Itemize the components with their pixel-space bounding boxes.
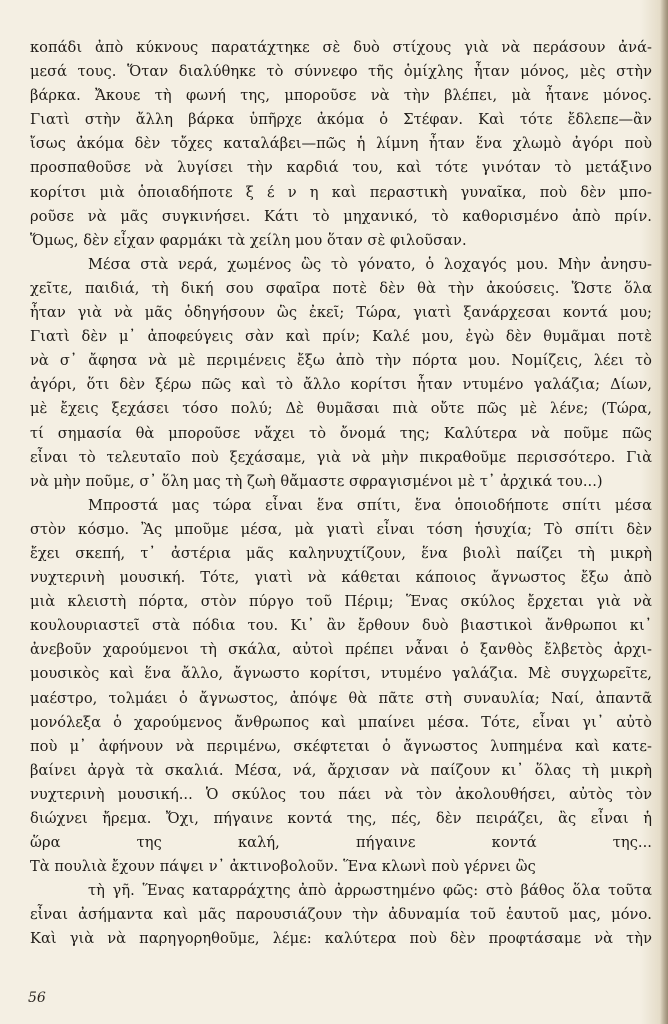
page-number: 56 — [28, 990, 46, 1006]
page-edge-shadow — [660, 0, 668, 1024]
text-line: κορίτσι μιὰ ὁποιαδήποτε ξ έ ν η καὶ περαστικὴ γυναῖκα, ποὺ δὲν μπο- — [30, 183, 652, 201]
text-line: μεσά τους. Ὅταν διαλύθηκε τὸ σύννεφο τῆς ὁμίχλης ἦταν μόνος, μὲς στὴν — [30, 63, 652, 81]
text-line: κοπάδι ἀπὸ κύκνους παρατάχτηκε σὲ δυὸ στίχους γιὰ νὰ περάσουν ἀνά- — [30, 39, 652, 56]
text-line: χεῖτε, παιδιά, τὴ δική σου σφαῖρα ποτὲ δὲν θὰ τὴν ἀκούσεις. Ὥστε ὅλα — [30, 279, 652, 297]
text-line: προσπαθοῦσε νὰ λυγίσει τὴν καρδιά του, καὶ τότε γινόταν τὸ μετάξινο — [30, 159, 652, 177]
text-line: ἴσως ἀκόμα δὲν τὄχες καταλάβει—πῶς ἡ λίμνη ἦταν ἕνα χλωμὸ ἀγόρι ποὺ — [30, 135, 652, 153]
text-line: Μέσα στὰ νερά, χωμένος ὣς τὸ γόνατο, ὁ λοχαγός μου. Μὴν ἀνησυ- — [88, 255, 652, 273]
text-line: εἶναι τὸ τελευταῖο ποὺ ξεχάσαμε, γιὰ νὰ μὴν πικραθοῦμε περισσότερο. Γιὰ — [30, 448, 652, 466]
text-line: Καὶ γιὰ νὰ παρηγορηθοῦμε, λέμε: καλύτερα ποὺ δὲν προφτάσαμε νὰ τὴν — [30, 930, 652, 948]
text-line: τὴ γῆ. Ἕνας καταρράχτης ἀπὸ ἀρρωστημένο φῶς: στὸ βάθος ὅλα τοῦτα — [88, 882, 652, 900]
text-line: διώχνει ἤρεμα. Ὄχι, πήγαινε κοντά της, πές, δὲν πειράζει, ἂς εἶναι ἡ — [30, 810, 652, 827]
text-line: Μπροστά μας τώρα εἶναι ἕνα σπίτι, ἕνα ὁποιοδήποτε σπίτι μέσα — [88, 496, 652, 514]
text-line: Τὰ πουλιὰ ἔχουν πάψει ν᾿ ἀκτινοβολοῦν. Ἕνα κλωνὶ ποὺ γέρνει ὣς — [30, 858, 536, 876]
text-line: ἀνεβοῦν χαρούμενοι τὴ σκάλα, αὐτοὶ πρέπει νἆναι ὁ ξανθὸς ἔλβετὸς ἀρχι- — [30, 641, 652, 659]
text-line: Γιατὶ δὲν μ᾿ ἀποφεύγεις σὰν καὶ πρίν; Καλέ μου, ἐγὼ δὲν θυμᾶμαι ποτὲ — [30, 328, 652, 346]
text-line: μουσικὸς καὶ ἕνα ἄλλο, ἄγνωστο κορίτσι, ντυμένο γαλάζια. Μὲ συγχωρεῖτε, — [30, 665, 652, 683]
text-line: ροῦσε νὰ μᾶς συγκινήσει. Κάτι τὸ μηχανικό, τὸ καθορισμένο ἀπὸ πρίν. — [30, 207, 652, 225]
text-line: Ὅμως, δὲν εἶχαν φαρμάκι τὰ χείλη μου ὅταν σὲ φιλοῦσαν. — [30, 231, 467, 249]
text-line: ποὺ μ᾿ ἀφήνουν νὰ περιμένω, σκέφτεται ὁ ἄγνωστος λυπημένα καὶ κατε- — [30, 737, 652, 755]
text-line: νὰ μὴν ποῦμε, σ᾿ ὅλη μας τὴ ζωὴ θἄμαστε σφραγισμένοι μὲ τ᾿ ἀρχικά του...) — [30, 472, 603, 490]
text-line: βαίνει ἀργὰ τὰ σκαλιά. Μέσα, νά, ἄρχισαν νὰ παίζουν κι᾿ ὅλας τὴ μικρὴ — [30, 761, 652, 779]
text-line: κουλουριαστεῖ στὰ πόδια του. Κι᾿ ἂν ἔρθουν δυὸ βιαστικοὶ ἄνθρωποι κι᾿ — [30, 617, 652, 635]
text-line: μὲ ἔχεις ξεχάσει τόσο πολύ; Δὲ θυμᾶσαι πιὰ οὔτε πῶς μὲ λένε; (Τώρα, — [30, 400, 652, 418]
text-line: ὥρα της καλή, πήγαινε κοντά της... — [30, 834, 652, 852]
text-line: στὸν κόσμο. Ἂς μποῦμε μέσα, μὰ γιατὶ εἶναι τόση ἡσυχία; Τὸ σπίτι δὲν — [30, 520, 652, 538]
body-text — [30, 36, 652, 952]
text-line: εἶναι ἀσήμαντα καὶ μᾶς παρουσιάζουν τὴν ἀδυναμία τοῦ ἑαυτοῦ μας, μόνο. — [30, 906, 652, 924]
text-line: Γιατὶ στὴν ἄλλη βάρκα ὑπῆρχε ἀκόμα ὁ Στέφαν. Καὶ τότε ἔδλεπε—ἂν — [30, 111, 652, 129]
text-line: τί σημασία θὰ μποροῦσε νἄχει τὸ ὄνομά της; Καλύτερα νὰ ποῦμε πῶς — [30, 424, 652, 442]
text-line: μιὰ κλειστὴ πόρτα, στὸν πύργο τοῦ Πέριμ; Ἕνας σκύλος ἔρχεται γιὰ νὰ — [30, 593, 652, 611]
text-line: μονόλεξα ὁ χαρούμενος ἄνθρωπος καὶ μπαίνει μέσα. Τότε, εἶναι γι᾿ αὐτὸ — [30, 713, 652, 731]
text-line: ἔχει σκεπή, τ᾿ ἀστέρια μᾶς καληνυχτίζουν, ἕνα βιολὶ παίζει τὴ μικρὴ — [30, 544, 652, 562]
text-line: νυχτερινὴ μουσική. Τότε, γιατὶ νὰ κάθεται κάποιος ἄγνωστος ἔξω ἀπὸ — [30, 569, 652, 587]
text-line: νὰ σ᾿ ἄφησα νὰ μὲ περιμένεις ἔξω ἀπὸ τὴν πόρτα μου. Νομίζεις, λέει τὸ — [30, 352, 652, 370]
text-line: νυχτερινὴ μουσική... Ὁ σκύλος του πάει νὰ τὸν ἀκολουθήσει, αὐτὸς τὸν — [30, 785, 652, 803]
text-line: ἦταν γιὰ νὰ μᾶς ὁδηγήσουν ὣς ἐκεῖ; Τώρα, γιατὶ ξανάρχεσαι κοντά μου; — [30, 304, 652, 322]
text-line: ἀγόρι, ὅτι δὲν ξέρω πῶς καὶ τὸ ἄλλο κορίτσι ἦταν ντυμένο γαλάζια; Δίων, — [30, 376, 652, 394]
text-line: βάρκα. Ἄκουε τὴ φωνή της, μποροῦσε νὰ τὴν βλέπει, μὰ ἦτανε μόνος. — [30, 87, 652, 105]
text-line: μαέστρο, τολμάει ὁ ἄγνωστος, ἀπόψε θὰ πᾶτε στὴ συναυλία; Ναί, ἀπαντᾶ — [30, 689, 652, 707]
